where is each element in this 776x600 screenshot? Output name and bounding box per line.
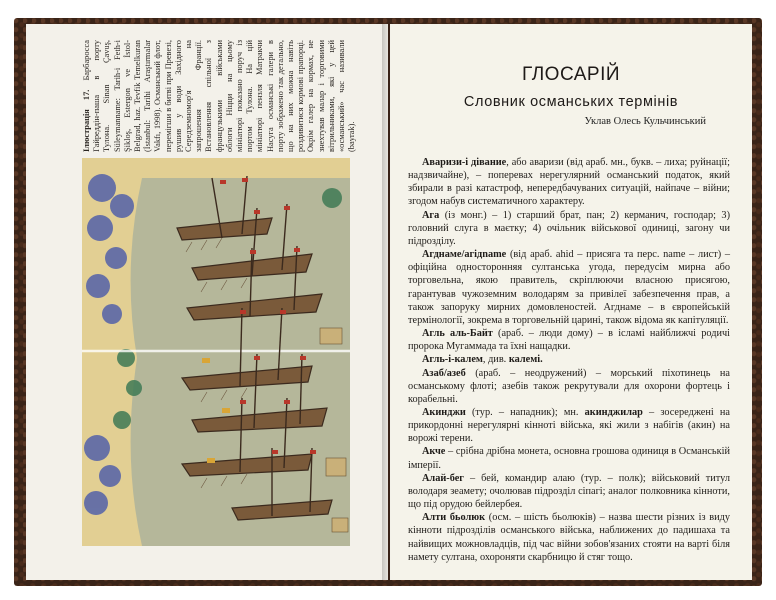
glossary-entries — [408, 156, 730, 564]
entry-cross-reference: калемі. — [508, 354, 543, 366]
entry-term: Агднаме/агідname — [422, 249, 507, 261]
entry-term: Акче — [422, 446, 446, 458]
glossary-entry — [408, 367, 730, 406]
caption-text: Барбаросса Гайреддін-паша в порту Тулона. Sinan Çavuş, Süleymanname: Tarih-i Feth-i Şikloş, Estergon ve İstol-Belgrad, haz. Tevfik Temelkuran (İstanbul: Tarihi Araştırmalar Vakfı, 1998). Османський флот, перемігши в битві при Превезі, рушив у води Західного Середземномор'я на запрошення Франції. Встановлення спільної з французькими військами облоги Ніцци на цьому мініатюрі показано поруч із портом Тулона. На цій мініатюрі пензля Матракчи Насуга османські галери в порту зображено так детально, що на них можна навіть роздивитися кормові прапорці. Окрім галер на кормах, не знехтував малар і торговими вітрильниками, які у цей «османський» час називали (bayrak). — [82, 40, 357, 152]
entry-plural-term: акинджилар — [584, 406, 643, 418]
glossary-entry — [408, 445, 730, 471]
entry-definition: , див. — [482, 354, 509, 366]
glossary-entry — [408, 209, 730, 248]
glossary-entry — [408, 353, 730, 366]
page-title: ГЛОСАРІЙ — [521, 64, 621, 85]
entry-definition: (тур. – нападник); мн. — [465, 406, 585, 418]
entry-term: Алти бьолюк — [422, 512, 486, 524]
entry-definition: (араб. – неодружений) – морський піхотинець на османському флоті; азебів також рекрутували для охорони фортець і корабельні. — [408, 367, 730, 405]
glossary-entry — [408, 472, 730, 511]
caption-text-block — [82, 40, 357, 152]
entry-term: Алай-бег — [422, 472, 464, 484]
entry-definition: , або аваризи (від араб. мн., букв. – лиха; руйнації; надзвичайне), – поперевах нерегулярний османський податок, який збирали в разі катастроф, непередбачуваних ситуацій, найпаче – війни; згодом набув систематичного характеру. — [408, 157, 730, 208]
entry-term: Агль-і-калем — [422, 354, 483, 366]
ottoman-miniature-painting — [82, 158, 350, 546]
glossary-entry — [408, 248, 730, 327]
entry-definition: (із монг.) – 1) старший брат, пан; 2) керманич, господар; 3) головний слуга в маєтку; 4) очільник військової одиниці, загону чи підрозділу. — [408, 209, 730, 247]
entry-term: Агль аль-Байт — [422, 328, 493, 340]
glossary-entry — [408, 327, 730, 353]
entry-term: Ага — [422, 209, 440, 221]
entry-definition: – срібна дрібна монета, основна грошова одиниця в Османській імперії. — [408, 446, 730, 471]
entry-definition: – бей, командир алаю (тур. – полк); військовий титул володаря зеамету; очолював підрозділ сіпагі; аналог полковника кінноти, що під орудою бейлербея. — [408, 472, 730, 511]
entry-definition: (від араб. ahid – присяга та перс. name – лист) – офіційна односторонняя султанська угода, передусім мирна або торговельна, якою правитель, скріплюючи власною присягою, гарантував чужоземним володарям за привілеї забезпечення прав, а також запоруку мирних домовленостей. Агднаме – в європейській термінології, зокрема в торговельній царині, також відома як капітуляції. — [408, 249, 730, 326]
entry-definition: (осм. – шість бьолюків) – назва шести різних із виду кінноти підрозділів османського війська, наближених до падишаха та найвищих можновладців, під час війни зобов'язаних стояти на варті біля намету султана, охороняти скарбницю й стяг тощо. — [408, 512, 730, 563]
illustration-caption — [82, 40, 357, 152]
page-subtitle: Словник османських термінів — [463, 94, 679, 110]
entry-term: Азаб/азеб — [422, 367, 466, 379]
glossary-entry — [408, 511, 730, 564]
entry-definition: (араб. – люди дому) – в ісламі найближчі родичі пророка Мугаммада та їхні нащадки. — [408, 328, 730, 353]
entry-definition-cont: – зосереджені на прикордонні нерегулярні кінноті війська, які жили з набігів (акин) на ворожі терени. — [408, 406, 730, 445]
entry-term: Акинджи — [422, 406, 466, 418]
author-line: Уклав Олесь Кульчинський — [584, 116, 706, 127]
glossary-entry — [408, 156, 730, 209]
glossary-entry — [408, 406, 730, 445]
caption-label: Ілюстрація 17. — [82, 89, 91, 152]
entry-term: Аваризи-і дівание — [422, 157, 507, 168]
